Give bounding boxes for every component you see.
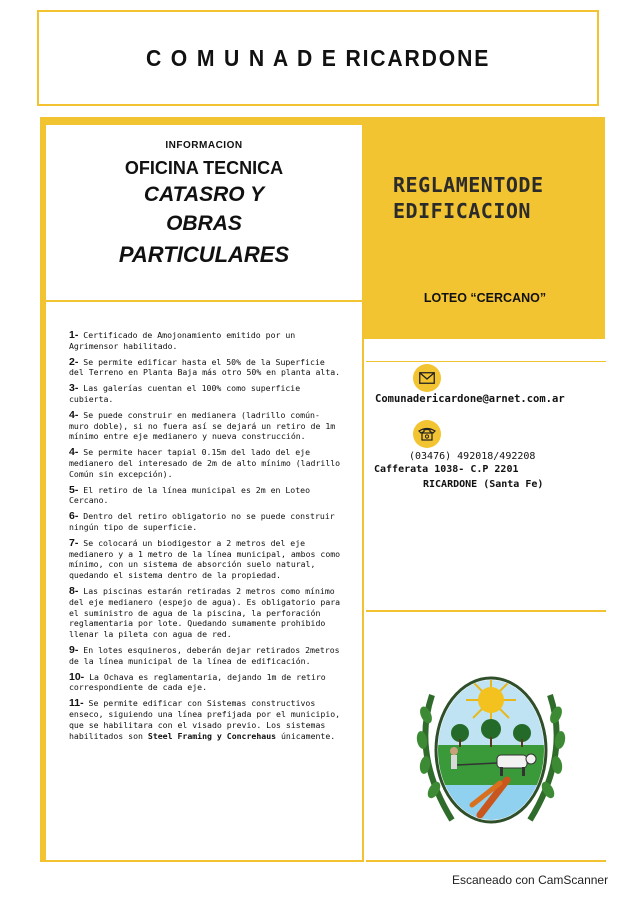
rule-item: [69, 645, 341, 667]
rule-number: 10-: [69, 670, 85, 683]
telephone-icon: [413, 420, 441, 448]
commune-title: C O M U N A D E RICARDONE: [145, 44, 491, 71]
rule-number: 2-: [69, 355, 79, 368]
rule-item: [69, 357, 341, 379]
rule-tail-text: únicamente.: [281, 730, 336, 741]
rule-text: Las galerías cuentan el 100% como superficie cubierta.: [69, 383, 301, 404]
contact-address: Cafferata 1038- C.P 2201: [374, 464, 519, 475]
rule-item: [69, 485, 341, 507]
divider-bottom: [366, 860, 606, 862]
rule-bold-text: Steel Framing y Concrehaus: [147, 730, 277, 741]
rule-number: 5-: [69, 483, 79, 496]
contact-phone: (03476) 492018/492208: [409, 451, 536, 462]
rule-number: 4-: [69, 446, 79, 459]
rule-item: [69, 447, 341, 479]
rule-text: Dentro del retiro obligatorio no se puede construir ningún tipo de superficie.: [69, 511, 335, 532]
rule-number: 11-: [69, 697, 84, 710]
rule-text: Se puede construir en medianera (ladrillo común- muro doble), si no fuera así se dejará un retiro de 1m mínimo entre eje medianero y nueva construcción.: [69, 409, 336, 442]
regulation-title-line1: REGLAMENTODE: [393, 173, 544, 197]
rule-item: [69, 330, 341, 352]
rule-text: En lotes esquineros, deberán dejar retirados 2metros de la línea municipal de la línea de edificación.: [69, 644, 340, 666]
rule-number: 1-: [69, 329, 79, 341]
rule-text: Las piscinas estarán retiradas 2 metros como mínimo del eje medianero (espejo de agua). Es obligatorio para el suministro de agua de la piscina, la perforación reglamentaria por lote. Quedando sumamente prohibido llenar la pileta con agua de red.: [69, 585, 341, 640]
rule-item: [69, 698, 341, 741]
office-subtitle-2: OBRAS: [166, 212, 242, 235]
rule-text: El retiro de la línea municipal es 2m en Loteo Cercano.: [69, 484, 311, 506]
office-subtitle-3: PARTICULARES: [118, 242, 290, 267]
rule-text: Se permite hacer tapial 0.15m del lado del eje medianero del interesado de 2m de alto mínimo (ladrillo Común sin excepción).: [69, 447, 341, 479]
rule-number: 4-: [69, 408, 79, 421]
envelope-icon: [413, 364, 441, 392]
rules-list: [69, 330, 341, 746]
rule-item: [69, 383, 341, 405]
rule-text: Se permite edificar hasta el 50% de la Superficie del Terreno en Planta Baja más otro 50% en planta alta.: [69, 356, 341, 378]
rule-item: [69, 538, 341, 581]
rule-text: Se permite edificar con Sistemas constructivos enseco, siguiendo una línea prefijada por el municipio, que se habilitara con el visado previo. Los sistemas habilitados son: [69, 698, 341, 741]
rule-text: Se colocará un biodigestor a 2 metros del eje medianero y a 1 metro de la línea municipal, ambos como mínimo, con un sistema de absorción suelo natural, quedando el sistema dentro de la propiedad.: [69, 537, 341, 581]
rule-number: 3-: [69, 382, 79, 395]
rule-item: [69, 672, 341, 694]
divider-mid: [366, 610, 606, 612]
rule-text: La Ochava es reglamentaria, dejando 1m de retiro correspondiente de cada eje.: [69, 671, 326, 693]
rule-item: [69, 586, 341, 640]
rule-item: [69, 511, 341, 533]
rule-number: 6-: [69, 510, 79, 523]
office-title: OFICINA TECNICA: [124, 158, 284, 178]
loteo-label: LOTEO “CERCANO”: [423, 291, 547, 305]
contact-city: RICARDONE (Santa Fe): [423, 479, 544, 490]
contact-email[interactable]: Comunadericardone@arnet.com.ar: [375, 393, 565, 405]
info-label: INFORMACION: [165, 140, 243, 151]
rule-text: Certificado de Amojonamiento emitido por un Agrimensor habilitado.: [69, 330, 296, 351]
scanner-watermark: Escaneado con CamScanner: [452, 873, 609, 887]
coat-of-arms-icon: [412, 655, 570, 835]
rule-number: 8-: [69, 584, 79, 597]
header-box: [37, 10, 599, 106]
rules-border-right: [362, 302, 364, 862]
rule-item: [69, 410, 341, 442]
info-box: [46, 125, 362, 300]
divider: [366, 361, 606, 362]
regulation-title: [393, 172, 608, 224]
regulation-title-line2: EDIFICACION: [393, 199, 531, 223]
rule-number: 9-: [69, 643, 79, 656]
office-subtitle-1: CATASRO Y: [143, 183, 265, 206]
rules-border-bottom: [40, 860, 364, 862]
rule-number: 7-: [69, 536, 79, 549]
